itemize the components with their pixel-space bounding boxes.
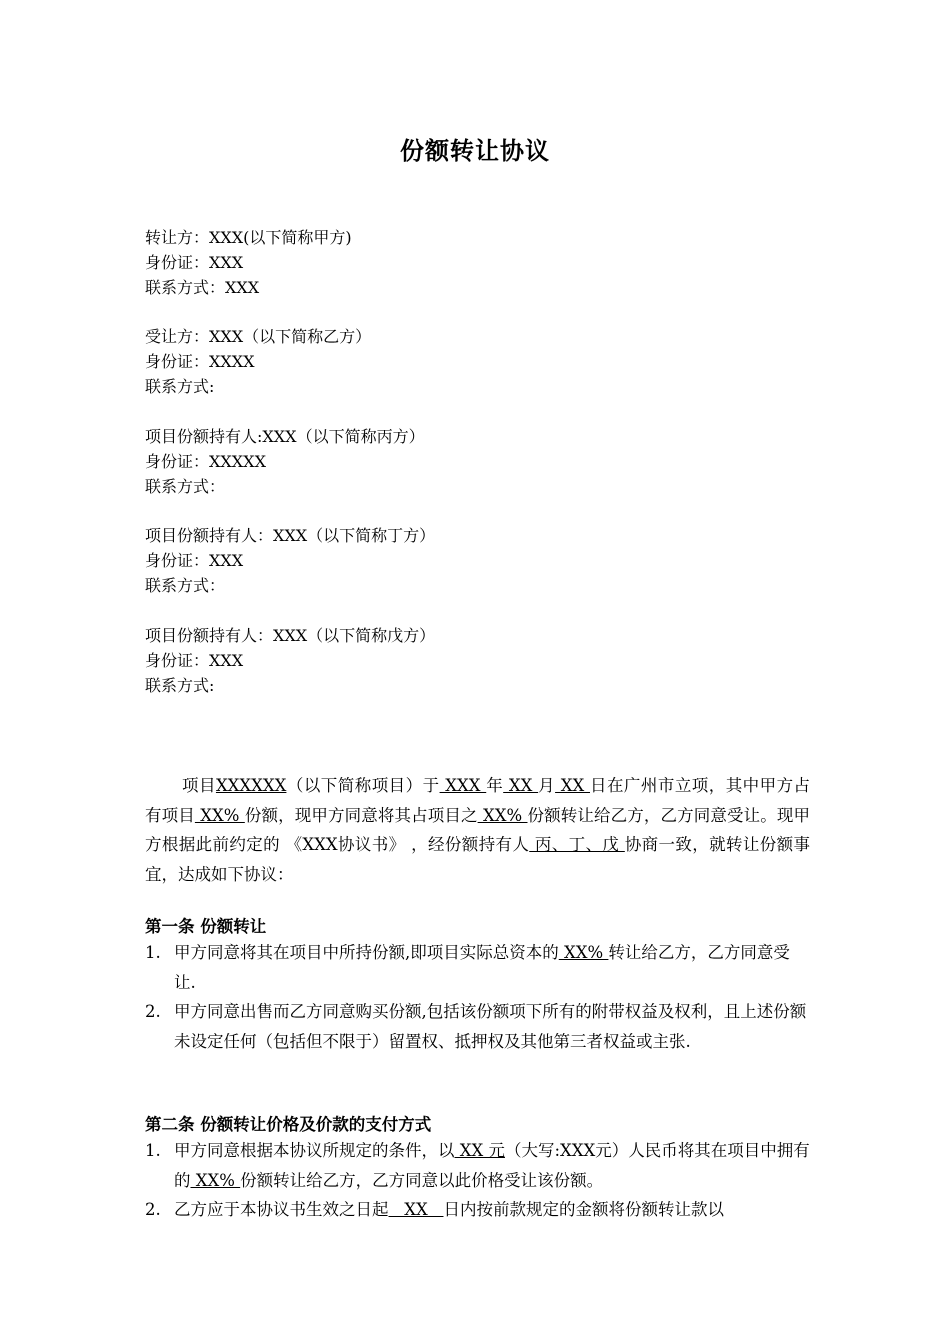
item-text: 乙方应于本协议书生效之日起	[174, 1200, 389, 1219]
preamble-text: 份额转让给乙方，乙方同意受让。现甲方根据此前约定的 《XXX协议书》 ，经份额持有人	[145, 805, 811, 854]
party-id-line: 身份证：XXXXX	[145, 452, 266, 471]
article-2-heading: 第二条 份额转让价格及价款的支付方式	[145, 1115, 432, 1134]
list-item	[145, 1195, 810, 1225]
item-text: 转让给乙方，乙方同意受让.	[174, 943, 790, 992]
item-number: 1.	[145, 1141, 161, 1160]
article-2-list	[145, 1136, 810, 1225]
party-name-line: 项目份额持有人：XXX（以下简称丁方）	[145, 526, 436, 545]
item-number: 1.	[145, 943, 161, 962]
item-text: 甲方同意根据本协议所规定的条件，以	[174, 1141, 455, 1160]
price-blank: XX 元	[454, 1141, 505, 1160]
list-item	[145, 1136, 810, 1195]
list-item	[145, 997, 810, 1056]
percent-blank: XX%	[190, 1170, 241, 1190]
preamble-paragraph	[145, 771, 810, 889]
party-name-line: 项目份额持有人：XXX（以下简称戊方）	[145, 626, 436, 645]
preamble-text: 份额，现甲方同意将其占项目之	[244, 805, 478, 825]
party-name-line: 转让方：XXX(以下简称甲方)	[145, 228, 352, 247]
list-item	[145, 938, 810, 997]
item-text: 甲方同意将其在项目中所持份额,即项目实际总资本的	[174, 943, 559, 962]
party-name-line: 受让方：XXX（以下简称乙方）	[145, 327, 372, 346]
party-id-line: 身份证：XXX	[145, 651, 244, 670]
party-id-line: 身份证：XXX	[145, 253, 244, 272]
project-name-blank: XXXXXX	[215, 776, 287, 795]
item-number: 2.	[145, 1002, 161, 1021]
item-text: 日内按前款规定的金额将份额转让款以	[443, 1200, 724, 1219]
party-id-line: 身份证：XXX	[145, 551, 244, 570]
document-title: 份额转让协议	[400, 137, 550, 165]
party-contact-line: 联系方式：	[145, 477, 226, 496]
party-contact-line: 联系方式：	[145, 576, 226, 595]
party-holder-d	[145, 523, 435, 598]
holders-blank: 丙、丁、戊	[529, 835, 625, 854]
preamble-text: 项目	[182, 776, 216, 795]
preamble-text: 日在广州市立项，其中甲方占有项目	[145, 776, 811, 825]
item-text: 份额转让给乙方，乙方同意以此价格受让该份额。	[240, 1170, 604, 1190]
percent-blank: XX%	[558, 943, 609, 962]
preamble-text: （以下简称项目）于	[286, 776, 440, 795]
party-transferee	[145, 324, 371, 399]
party-name-line: 项目份额持有人:XXX（以下简称丙方）	[145, 427, 425, 446]
days-blank: XX	[388, 1200, 444, 1219]
year-blank: XXX	[439, 776, 487, 795]
preamble-text: 年	[486, 776, 504, 795]
day-blank: XX	[555, 776, 590, 795]
preamble-text: 月	[538, 776, 556, 795]
item-number: 2.	[145, 1200, 161, 1219]
party-holder-c	[145, 424, 425, 499]
party-contact-line: 联系方式：XXX	[145, 278, 260, 297]
article-1-list	[145, 938, 810, 1056]
share-percent-blank: XX%	[194, 805, 245, 825]
party-holder-e	[145, 623, 435, 698]
item-text: 甲方同意出售而乙方同意购买份额,包括该份额项下所有的附带权益及权利，且上述份额未设定任何（包括但不限于）留置权、抵押权及其他第三者权益或主张.	[174, 1002, 807, 1051]
article-1-heading: 第一条 份额转让	[145, 917, 267, 936]
party-contact-line: 联系方式:	[145, 377, 215, 396]
party-contact-line: 联系方式:	[145, 676, 215, 695]
party-id-line: 身份证：XXXX	[145, 352, 255, 371]
party-transferor	[145, 225, 352, 300]
preamble-text: 协商一致，就转让份额事宜，达成如下协议：	[145, 835, 811, 884]
item-text: （大写:XXX元）人民币将其在项目中拥有的	[174, 1141, 810, 1190]
transfer-percent-blank: XX%	[477, 805, 528, 825]
month-blank: XX	[503, 776, 539, 795]
